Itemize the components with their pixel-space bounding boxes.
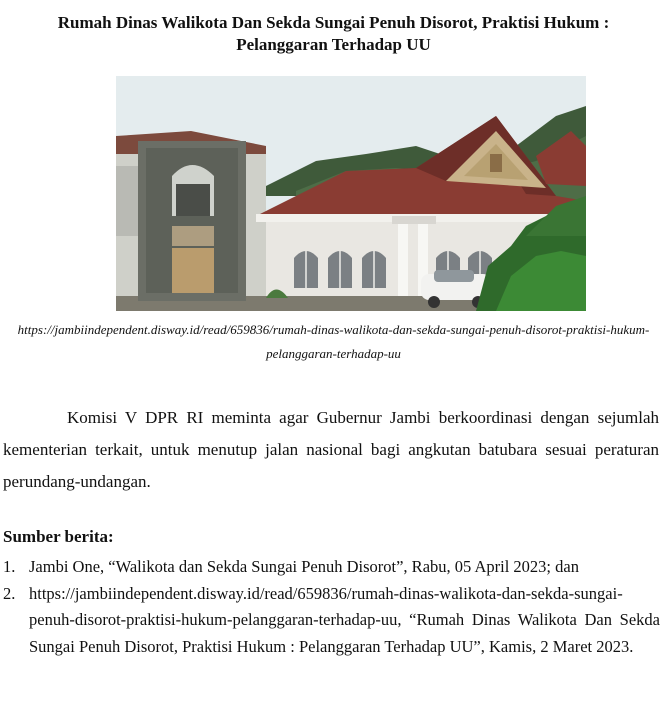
house-photo-illustration: [116, 76, 586, 311]
source-item-text: Jambi One, “Walikota dan Sekda Sungai Penuh Disorot”, Rabu, 05 April 2023; dan: [29, 557, 579, 576]
photo-caption: https://jambiindependent.disway.id/read/659836/rumah-dinas-walikota-dan-sekda-sungai-penuh-disorot-praktisi-hukum-pelanggaran-terhadap-uu: [17, 322, 650, 361]
sources-heading: Sumber berita:: [3, 527, 114, 546]
source-item-text: https://jambiindependent.disway.id/read/659836/rumah-dinas-walikota-dan-sekda-sungai-penuh-disorot-praktisi-hukum-pelanggaran-terhadap-uu, “Rumah Dinas Walikota Dan Sekda Sungai Penuh Disorot, Praktisi Hukum : Pelanggaran Terhadap UU”, Kamis, 2 Maret 2023.: [29, 583, 660, 656]
body-paragraph: Komisi V DPR RI meminta agar Gubernur Jambi berkoordinasi dengan sejumlah kementerian terkait, untuk menutup jalan nasional bagi angkutan batubara sesuai peraturan perundang-undangan.: [3, 408, 659, 491]
source-item-number: 1.: [3, 557, 16, 576]
sources-list: [0, 554, 660, 660]
source-item: [0, 554, 660, 581]
source-item-number: 2.: [3, 583, 16, 603]
house-photo: [116, 76, 586, 311]
article-title: Rumah Dinas Walikota Dan Sekda Sungai Penuh Disorot, Praktisi Hukum : Pelanggaran Terhadap UU: [57, 13, 610, 54]
source-item: [0, 581, 660, 661]
